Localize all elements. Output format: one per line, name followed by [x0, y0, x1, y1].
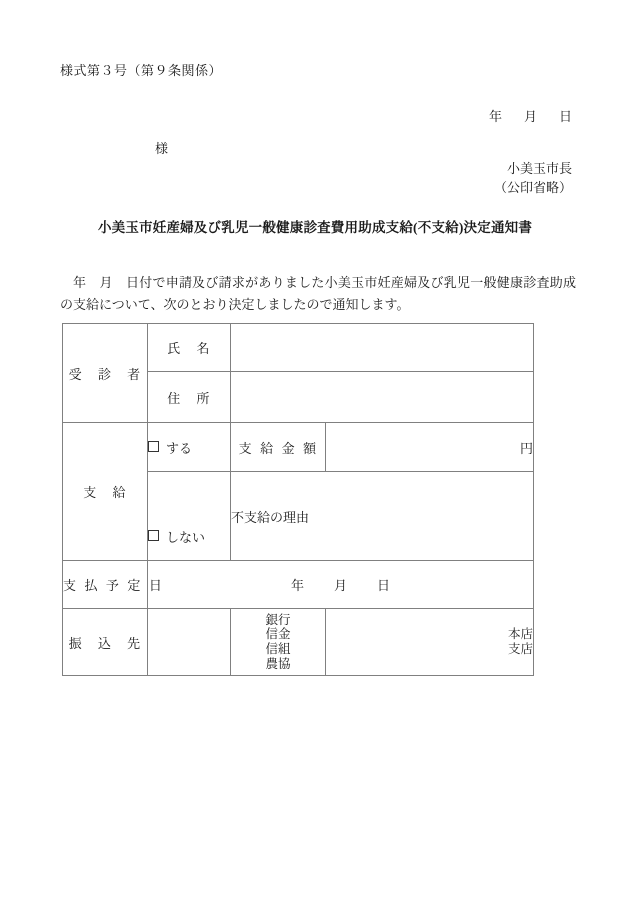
decision-table: [62, 323, 534, 676]
label-examinee-text: [63, 364, 147, 383]
label-address-char-1: 住: [167, 390, 182, 406]
issuer-block: [0, 160, 572, 198]
label-payment-char-1: 支: [83, 485, 98, 500]
label-amount-char-2: 給: [260, 440, 275, 456]
label-amount-char-4: 額: [303, 440, 318, 456]
issue-date-year-label: 年: [488, 109, 502, 124]
label-paydate-char-2: 払: [84, 578, 99, 593]
label-paydate-char-1: 支: [63, 578, 78, 593]
institution-type-shinkumi[interactable]: 信組: [265, 642, 291, 656]
value-grant-amount[interactable]: [326, 423, 534, 472]
label-payment-char-2: 給: [112, 485, 127, 500]
table-row-examinee-name: [63, 324, 534, 372]
label-examinee-char-3: 者: [127, 366, 142, 382]
label-examinee: [63, 324, 148, 423]
label-payment: [63, 423, 148, 561]
form-number: 様式第３号（第９条関係）: [60, 63, 223, 78]
value-payment-date[interactable]: [148, 561, 534, 609]
institution-type-bank[interactable]: 銀行: [265, 612, 291, 627]
label-examinee-char-1: 受: [68, 366, 83, 382]
label-grant-amount-text: [231, 438, 325, 457]
checkbox-icon[interactable]: [148, 441, 159, 452]
label-payment-text: [63, 482, 147, 501]
branch-type-branch-office[interactable]: 支店: [507, 642, 533, 656]
table-row-transfer: [63, 609, 534, 676]
table-row-payment-date: [63, 561, 534, 609]
deny-reason-cell[interactable]: [231, 472, 534, 561]
transfer-institution-types[interactable]: [231, 609, 326, 676]
branch-type-head-office[interactable]: 本店: [507, 627, 533, 641]
label-transfer-char-2: 込: [97, 635, 113, 651]
label-examinee-address: [148, 372, 231, 423]
label-transfer-text: [63, 633, 147, 652]
checkbox-grant-no[interactable]: [148, 472, 231, 561]
checkbox-grant-yes-label: する: [166, 440, 193, 456]
label-name-char-2: 名: [196, 341, 211, 356]
label-paydate-char-3: 予: [105, 578, 121, 593]
label-paydate-char-4: 定: [127, 578, 142, 593]
label-name-char-1: 氏: [167, 341, 182, 356]
issue-date-month-label: 月: [523, 109, 537, 124]
label-examinee-name: [148, 324, 231, 372]
table-row-payment-grant: [63, 423, 534, 472]
body-paragraph: 年 月 日付で申請及び請求がありました小美玉市妊産婦及び乳児一般健康診査助成の支給について、次のとおり決定しましたので通知します。: [60, 275, 576, 313]
institution-type-shinkin[interactable]: 信金: [265, 627, 291, 642]
page-title: 小美玉市妊産婦及び乳児一般健康診査費用助成支給(不支給)決定通知書: [97, 220, 533, 235]
value-transfer-institution[interactable]: [148, 609, 231, 676]
label-amount-char-3: 金: [281, 440, 296, 456]
label-address-char-2: 所: [196, 390, 211, 406]
issue-date-line: [0, 106, 572, 125]
label-transfer-char-3: 先: [127, 635, 142, 651]
label-payment-date: [63, 561, 164, 609]
label-examinee-char-2: 診: [97, 366, 113, 382]
issuer-name: 小美玉市長: [506, 161, 572, 176]
value-examinee-name[interactable]: [231, 324, 534, 372]
institution-type-nokyo[interactable]: 農協: [265, 656, 291, 671]
value-examinee-address[interactable]: [231, 372, 534, 423]
label-examinee-address-text: [148, 388, 230, 407]
label-transfer-char-1: 振: [68, 635, 83, 651]
issue-date-day-label: 日: [558, 109, 572, 124]
addressee-suffix: 様: [155, 141, 169, 156]
transfer-branch-cell[interactable]: [326, 609, 534, 676]
label-transfer: [63, 609, 148, 676]
label-payment-date-text: [63, 575, 164, 594]
checkbox-icon[interactable]: [148, 530, 159, 541]
issuer-seal-note: （公印省略）: [493, 179, 572, 195]
label-amount-char-1: 支: [238, 440, 253, 456]
grant-amount-currency: 円: [519, 440, 533, 456]
label-grant-amount: [231, 423, 326, 472]
checkbox-grant-yes[interactable]: [148, 423, 231, 472]
payment-date-day-label: 日: [377, 578, 391, 593]
checkbox-grant-no-label: しない: [166, 530, 206, 545]
label-deny-reason: 不支給の理由: [231, 509, 310, 525]
label-examinee-name-text: [148, 338, 230, 357]
label-paydate-char-5: 日: [148, 578, 164, 593]
payment-date-month-label: 月: [333, 578, 347, 593]
payment-date-year-label: 年: [290, 578, 304, 593]
